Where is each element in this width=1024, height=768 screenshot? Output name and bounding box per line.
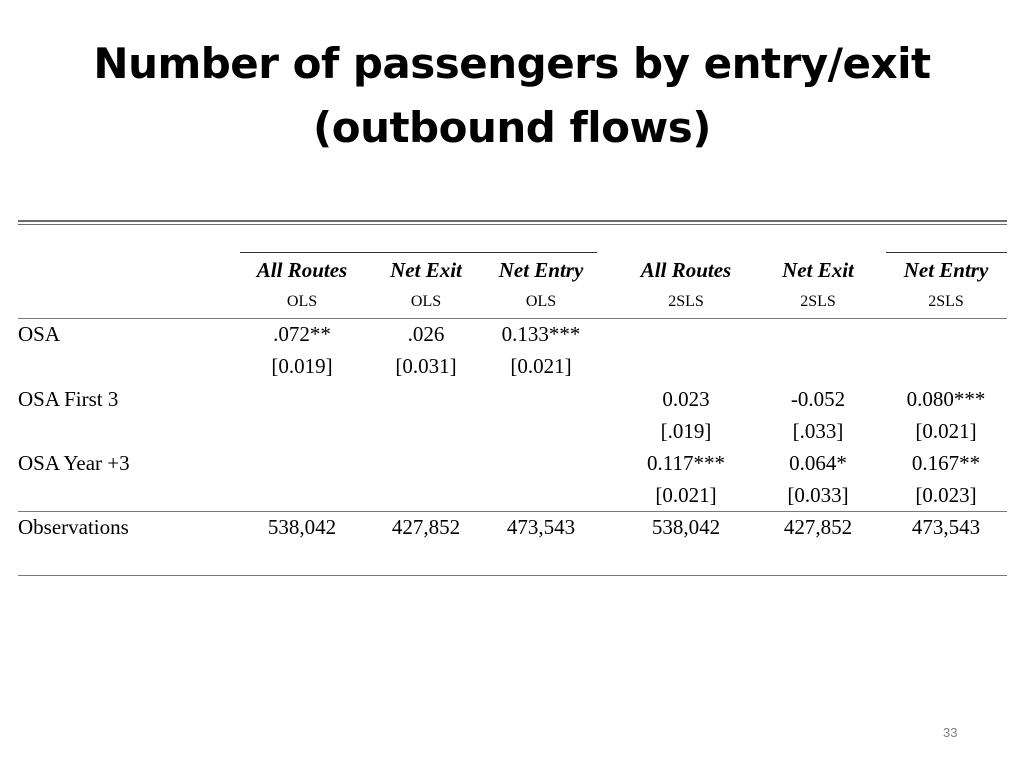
column-method: OLS: [525, 293, 557, 310]
row-label: OSA: [18, 322, 61, 346]
table-cell: [0.033]: [787, 483, 849, 507]
column-header: Net Exit: [782, 258, 854, 282]
table-cell: 538,042: [651, 515, 721, 539]
column-method: 2SLS: [800, 293, 836, 310]
table-cell: .026: [407, 322, 445, 346]
ols-header-rule: [240, 252, 597, 253]
table-cell: [0.021]: [655, 483, 717, 507]
column-header: All Routes: [640, 258, 732, 282]
table-cell: 0.167**: [911, 451, 981, 475]
table-cell: [0.021]: [510, 354, 572, 378]
observations-top-rule: [18, 511, 1007, 512]
table-cell: 0.064*: [789, 451, 847, 475]
table-cell: 0.023: [662, 387, 710, 411]
row-label: OSA First 3: [18, 387, 119, 411]
table-cell: .072**: [273, 322, 331, 346]
table-cell: [0.021]: [915, 419, 977, 443]
table-cell: 427,852: [391, 515, 461, 539]
row-label: Observations: [18, 515, 129, 539]
table-cell: [0.031]: [395, 354, 457, 378]
regression-table: [18, 220, 1007, 580]
slide-title-line-2: (outbound flows): [313, 103, 711, 152]
column-method: 2SLS: [928, 293, 964, 310]
column-header: Net Entry: [903, 258, 989, 282]
table-cell: 473,543: [506, 515, 576, 539]
table-bottom-rule: [18, 575, 1007, 576]
page-number: 33: [943, 725, 958, 740]
column-method: 2SLS: [668, 293, 704, 310]
table-cell: 0.080***: [906, 387, 986, 411]
table-top-rule-second: [18, 224, 1007, 225]
table-top-rule: [18, 220, 1007, 222]
column-header: Net Entry: [498, 258, 584, 282]
table-cell: [.019]: [660, 419, 712, 443]
slide-title: [0, 32, 1024, 160]
table-cell: 0.117***: [647, 451, 725, 475]
table-cell: [0.023]: [915, 483, 977, 507]
column-method: OLS: [410, 293, 442, 310]
column-header: Net Exit: [390, 258, 462, 282]
table-cell: 473,543: [911, 515, 981, 539]
column-header: All Routes: [256, 258, 348, 282]
slide-title-line-1: Number of passengers by entry/exit: [93, 39, 931, 88]
table-cell: -0.052: [790, 387, 846, 411]
table-cell: 538,042: [267, 515, 337, 539]
table-cell: [0.019]: [271, 354, 333, 378]
table-cell: 0.133***: [501, 322, 581, 346]
table-cell: 427,852: [783, 515, 853, 539]
header-bottom-rule: [18, 318, 1007, 319]
2sls-header-rule: [886, 252, 1007, 253]
column-method: OLS: [286, 293, 318, 310]
row-label: OSA Year +3: [18, 451, 130, 475]
table-cell: [.033]: [792, 419, 844, 443]
